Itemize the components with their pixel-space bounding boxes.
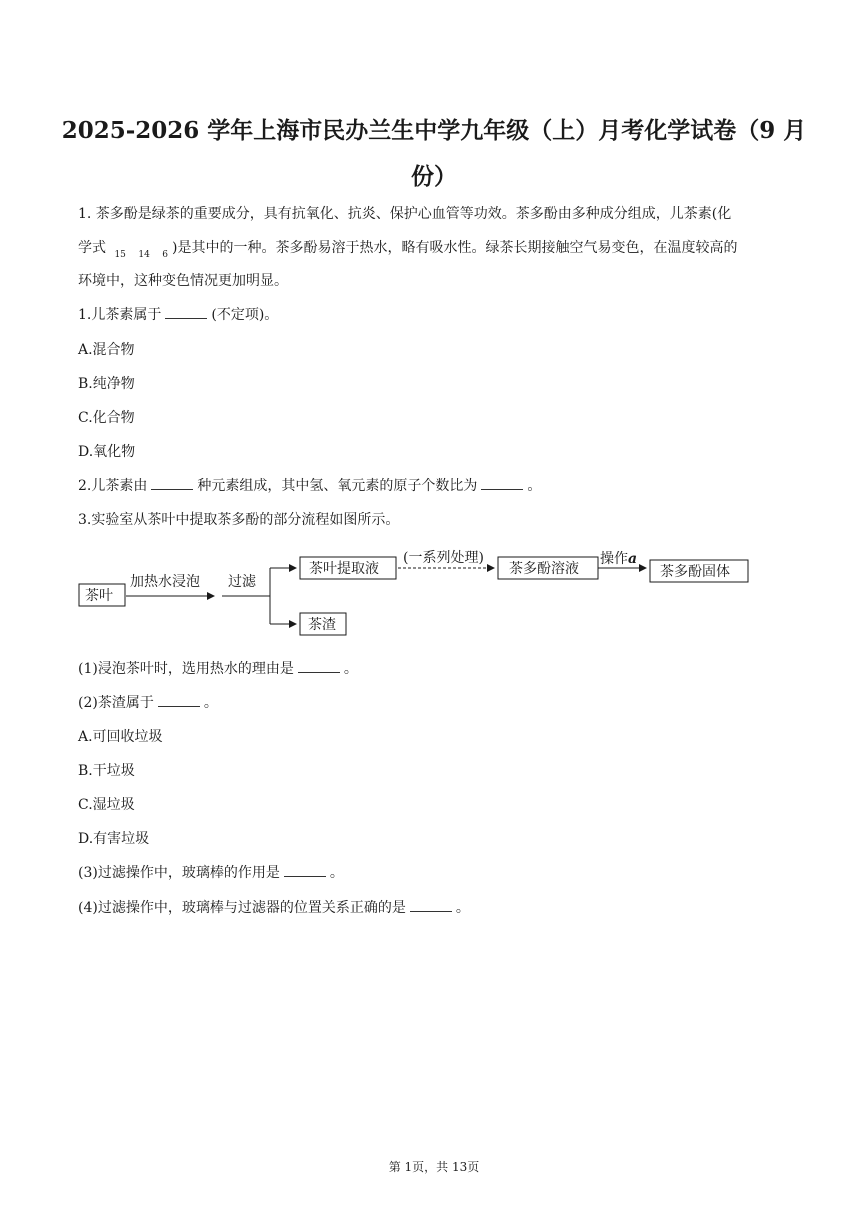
subquestion-3: 3.实验室从茶叶中提取茶多酚的部分流程如图所示。: [78, 512, 400, 528]
process-label: (一系列处理): [403, 550, 484, 566]
answer-blank: [151, 477, 193, 490]
part-2-option-c: C.湿垃圾: [78, 797, 135, 813]
extract-label: 茶叶提取液: [309, 561, 379, 577]
part-2-option-a: A.可回收垃圾: [78, 729, 163, 745]
page-footer: 第 1页，共 13页: [388, 1160, 480, 1174]
option-a: A.混合物: [78, 342, 135, 358]
question-intro-line-1: 1. 茶多酚是绿茶的重要成分，具有抗氧化、抗炎、保护心血管等功效。茶多酚由多种成分组成，儿茶素(化: [78, 206, 732, 222]
tea-label: 茶叶: [85, 588, 113, 604]
answer-blank: [165, 306, 207, 319]
subscript-o: 6: [162, 250, 168, 260]
part-4: (4)过滤操作中，玻璃棒与过滤器的位置关系正确的是 。: [78, 900, 470, 916]
part-2-option-d: D.有害垃圾: [78, 831, 150, 847]
residue-label: 茶渣: [308, 617, 336, 633]
part-2-option-b: B.干垃圾: [78, 763, 135, 779]
option-d: D.氧化物: [78, 444, 136, 460]
answer-blank: [410, 899, 452, 912]
operation-variable: a: [628, 551, 638, 567]
exam-title: [60, 108, 808, 200]
soak-label: 加热水浸泡: [130, 574, 200, 590]
question-intro-line-3: 环境中，这种变色情况更加明显。: [78, 273, 288, 289]
solid-label: 茶多酚固体: [660, 564, 730, 580]
part-3: (3)过滤操作中，玻璃棒的作用是 。: [78, 865, 344, 881]
solution-label: 茶多酚溶液: [509, 561, 579, 577]
operation-label: 操作a: [600, 551, 638, 567]
filter-label: 过滤: [228, 574, 256, 590]
title-line-2: 份）: [411, 163, 457, 190]
subscript-h: 14: [138, 250, 150, 260]
subquestion-1: 1.儿茶素属于 (不定项)。: [78, 307, 279, 323]
question-intro-line-2: 学式 $_{15}$ $_{14}$ $_6$ )是其中的一种。茶多酚易溶于热水，略有吸水性。绿茶长期接触空气易变色，在温度较高的: [78, 240, 738, 260]
extraction-flowchart: [78, 548, 758, 640]
answer-blank: [298, 660, 340, 673]
subquestion-2: 2.儿茶素由 种元素组成，其中氢、氧元素的原子个数比为 。: [78, 478, 542, 494]
answer-blank: [284, 864, 326, 877]
answer-blank: [158, 694, 200, 707]
answer-blank: [481, 477, 523, 490]
title-line-1: 2025-2026 学年上海市民办兰生中学九年级（上）月考化学试卷（9 月: [61, 117, 807, 144]
option-c: C.化合物: [78, 410, 135, 426]
subscript-c: 15: [114, 250, 126, 260]
option-b: B.纯净物: [78, 376, 135, 392]
part-1: (1)浸泡茶叶时，选用热水的理由是 。: [78, 661, 358, 677]
part-2: (2)茶渣属于 。: [78, 695, 218, 711]
